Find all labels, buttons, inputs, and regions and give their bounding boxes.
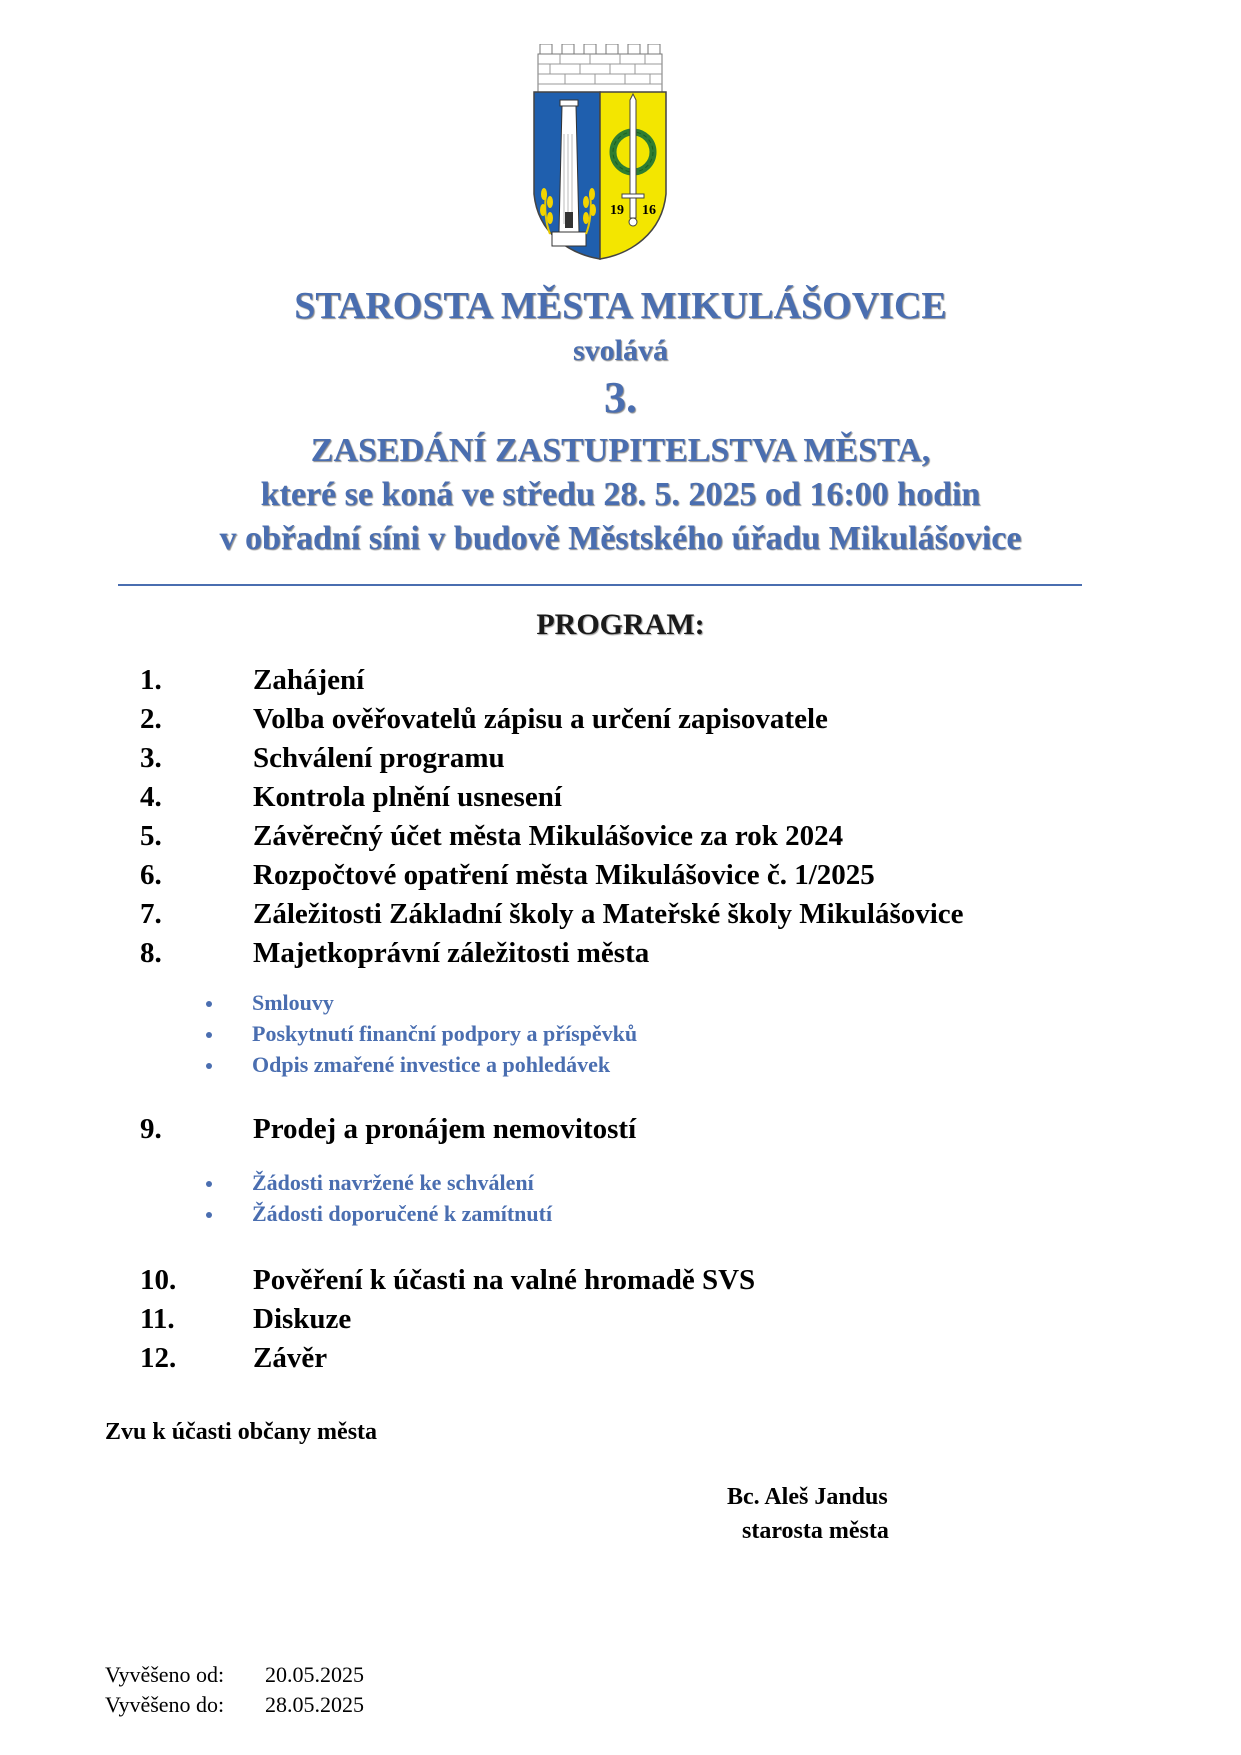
agenda-number: 5. [140,820,162,852]
agenda-number: 1. [140,664,162,696]
posted-to [105,1692,364,1718]
meeting-date-time: které se koná ve středu 28. 5. 2025 od 16:00 hodin [260,476,981,513]
agenda-text: Diskuze [253,1303,352,1335]
subitem-text: Poskytnutí finanční podpory a příspěvků [252,1021,638,1046]
agenda-text: Pověření k účasti na valné hromadě SVS [253,1264,756,1296]
meeting-name: ZASEDÁNÍ ZASTUPITELSTVA MĚSTA, [310,432,931,469]
agenda-item [140,664,1140,703]
subitem [206,1201,1106,1232]
agenda-text: Rozpočtové opatření města Mikulášovice č. 1/2025 [253,859,875,891]
posted-from-label: Vyvěšeno od: [105,1662,225,1687]
agenda-number: 3. [140,742,162,774]
bullet-icon [206,1181,212,1187]
crest-year-left: 19 [610,203,624,218]
bullet-icon [206,1032,212,1038]
agenda-item [140,820,1140,859]
divider [118,584,1082,586]
crest-year-right: 16 [642,203,656,218]
agenda-number: 10. [140,1264,177,1296]
posted-to-label: Vyvěšeno do: [105,1692,225,1717]
agenda-text: Majetkoprávní záležitosti města [253,937,650,969]
agenda-number: 8. [140,937,162,969]
agenda-number: 6. [140,859,162,891]
signer-name: Bc. Aleš Jandus [727,1484,888,1510]
posted-from-date: 20.05.2025 [265,1662,364,1687]
subitem-text: Žádosti navržené ke schválení [252,1170,534,1195]
invitation-text: Zvu k účasti občany města [105,1419,378,1445]
subitem-text: Odpis zmařené investice a pohledávek [252,1052,611,1077]
agenda-list [140,1113,1140,1152]
agenda-list [140,664,1140,976]
crenellation [538,44,662,92]
agenda-text: Prodej a pronájem nemovitostí [253,1113,637,1145]
subitem-text: Smlouvy [252,990,334,1015]
agenda-number: 12. [140,1342,177,1374]
town-coat-of-arms-icon [530,44,670,264]
subitem [206,990,1106,1021]
agenda-item [140,742,1140,781]
program-heading: PROGRAM: [536,608,705,641]
agenda-text: Volba ověřovatelů zápisu a určení zapisovatele [253,703,828,735]
agenda-item [140,1342,1140,1381]
agenda-number: 7. [140,898,162,930]
bullet-icon [206,1212,212,1218]
session-number: 3. [604,373,637,422]
agenda-number: 2. [140,703,162,735]
agenda-item [140,859,1140,898]
agenda-number: 11. [140,1303,175,1335]
agenda-item [140,937,1140,976]
subitem [206,1021,1106,1052]
agenda-text: Zahájení [253,664,365,696]
agenda-subitems-9 [206,1170,1106,1232]
agenda-item [140,1303,1140,1342]
bullet-icon [206,1063,212,1069]
agenda-item [140,781,1140,820]
agenda-subitems-8 [206,990,1106,1083]
agenda-text: Závěrečný účet města Mikulášovice za rok 2024 [253,820,844,852]
agenda-text: Závěr [253,1342,328,1374]
agenda-item [140,1264,1140,1303]
agenda-number: 9. [140,1113,162,1145]
subitem [206,1170,1106,1201]
posted-to-date: 28.05.2025 [265,1692,364,1717]
agenda-item [140,703,1140,742]
agenda-text: Záležitosti Základní školy a Mateřské školy Mikulášovice [253,898,964,930]
agenda-item [140,1113,1140,1152]
bullet-icon [206,1001,212,1007]
agenda-number: 4. [140,781,162,813]
notice-convenes: svolává [572,334,668,367]
agenda-list [140,1264,1140,1381]
subitem [206,1052,1106,1083]
agenda-text: Kontrola plnění usnesení [253,781,562,813]
posted-from [105,1662,364,1688]
signer-role: starosta města [742,1518,889,1544]
agenda-text: Schválení programu [253,742,505,774]
agenda-item [140,898,1140,937]
subitem-text: Žádosti doporučené k zamítnutí [252,1201,553,1226]
notice-title: STAROSTA MĚSTA MIKULÁŠOVICE [294,285,947,327]
meeting-location: v obřadní síni v budově Městského úřadu Mikulášovice [219,520,1022,557]
